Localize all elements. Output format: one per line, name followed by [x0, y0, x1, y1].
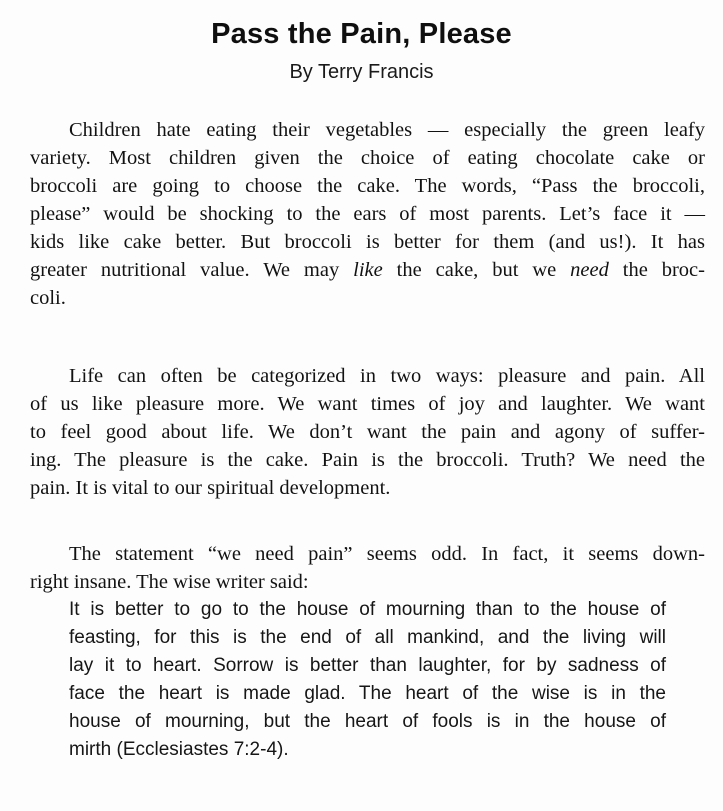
- paragraph-line: ing. The pleasure is the cake. Pain is the broccoli. Truth? We need the: [30, 449, 705, 471]
- scripture-quote: [69, 596, 666, 764]
- quote-line: lay it to heart. Sorrow is better than laughter, for by sadness of: [69, 655, 666, 676]
- paragraph-line: variety. Most children given the choice of eating chocolate cake or: [30, 147, 705, 169]
- paragraph-line: broccoli are going to choose the cake. The words, “Pass the broccoli,: [30, 175, 705, 197]
- paragraph-1: [30, 116, 705, 312]
- text-segment: greater nutritional value. We may: [30, 259, 354, 281]
- paragraph-line: kids like cake better. But broccoli is better for them (and us!). It has: [30, 231, 705, 253]
- emphasis-like: like: [353, 259, 383, 281]
- text-segment: the cake, but we: [382, 259, 571, 281]
- paragraph-3: [30, 540, 705, 596]
- paragraph-line: Life can often be categorized in two ways: pleasure and pain. All: [69, 365, 705, 387]
- quote-line: house of mourning, but the heart of fools is in the house of: [69, 711, 666, 732]
- paragraph-line-with-emphasis: [30, 256, 705, 284]
- paragraph-line: right insane. The wise writer said:: [30, 571, 309, 593]
- paragraph-line: The statement “we need pain” seems odd. In fact, it seems down-: [69, 543, 705, 565]
- article-byline: By Terry Francis: [289, 61, 434, 83]
- paragraph-line: of us like pleasure more. We want times of joy and laughter. We want: [30, 393, 705, 415]
- paragraph-2: [30, 362, 705, 502]
- paragraph-line: to feel good about life. We don’t want the pain and agony of suffer-: [30, 421, 705, 443]
- quote-line: feasting, for this is the end of all mankind, and the living will: [69, 627, 666, 648]
- paragraph-line: pain. It is vital to our spiritual development.: [30, 477, 391, 499]
- quote-line: mirth (Ecclesiastes 7:2-4).: [69, 739, 289, 760]
- text-segment: the broc-: [608, 259, 705, 281]
- quote-line: It is better to go to the house of mourning than to the house of: [69, 599, 666, 620]
- quote-line: face the heart is made glad. The heart of the wise is in the: [69, 683, 666, 704]
- emphasis-need: need: [570, 259, 609, 281]
- paragraph-line: Children hate eating their vegetables — especially the green leafy: [69, 119, 705, 141]
- paragraph-line: please” would be shocking to the ears of most parents. Let’s face it —: [30, 203, 705, 225]
- paragraph-line: coli.: [30, 287, 66, 309]
- article-title: Pass the Pain, Please: [211, 18, 512, 50]
